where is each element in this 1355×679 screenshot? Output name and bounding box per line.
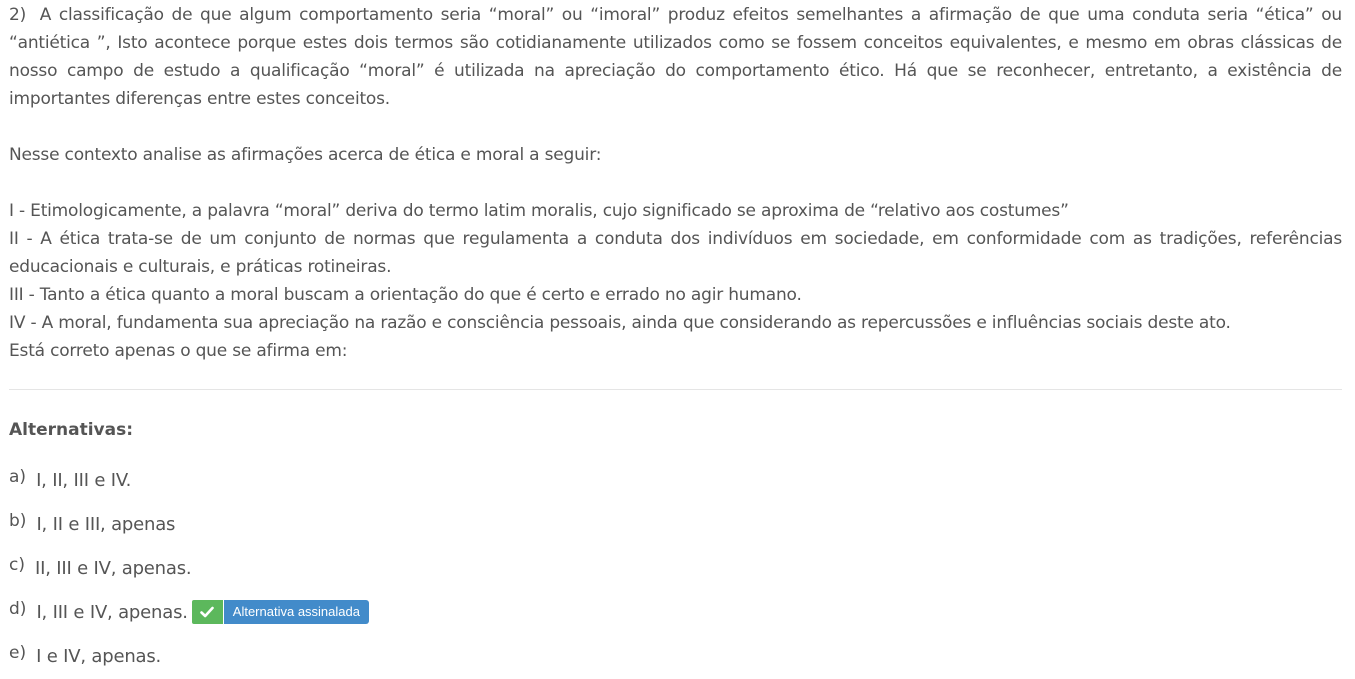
statement-1: I - Etimologicamente, a palavra “moral” deriva do termo latim moralis, cujo significado se aproxima de “relativo aos costumes” — [9, 201, 1069, 221]
selected-badge — [192, 600, 369, 624]
alternative-c[interactable] — [9, 546, 1342, 590]
section-divider — [9, 389, 1342, 390]
alternative-text: I, III e IV, apenas. — [36, 601, 188, 623]
alternative-letter: b) — [9, 511, 27, 531]
question-intro — [9, 1, 1342, 113]
alternative-d[interactable] — [9, 590, 1342, 634]
alternative-text: I, II, III e IV. — [36, 469, 132, 491]
alternative-text: II, III e IV, apenas. — [34, 557, 192, 579]
check-icon — [192, 600, 223, 624]
question-intro-text: A classificação de que algum comportamento seria “moral” ou “imoral” produz efeitos semelhantes a afirmação de que uma conduta seria “ética” ou “antiética ”, Isto acontece porque estes dois termos são cotidianamente utilizados como se fossem conceitos equivalentes, e mesmo em obras clássicas de nosso campo de estudo a qualificação “moral” é utilizada na apreciação do comportamento ético. Há que se reconhecer, entretanto, a existência de importantes diferenças entre estes conceitos. — [9, 5, 1342, 109]
statement-4: IV - A moral, fundamenta sua apreciação na razão e consciência pessoais, ainda que considerando as repercussões e influências sociais deste ato. — [9, 313, 1231, 333]
alternatives-list — [9, 458, 1342, 678]
question-prompt: Está correto apenas o que se afirma em: — [9, 341, 348, 361]
alternative-letter: d) — [9, 599, 27, 619]
statement-2: II - A ética trata-se de um conjunto de normas que regulamenta a conduta dos indivíduos em sociedade, em conformidade com as tradições, referências educacionais e culturais, e práticas rotineiras. — [9, 229, 1342, 277]
alternative-letter: c) — [9, 555, 25, 575]
statement-3: III - Tanto a ética quanto a moral buscam a orientação do que é certo e errado no agir humano. — [9, 285, 802, 305]
question-block — [9, 1, 1342, 365]
alternative-b[interactable] — [9, 502, 1342, 546]
alternative-text: I e IV, apenas. — [36, 645, 162, 667]
question-context: Nesse contexto analise as afirmações acerca de ética e moral a seguir: — [9, 145, 602, 165]
alternative-letter: e) — [9, 643, 27, 663]
alternative-text: I, II e III, apenas — [36, 513, 176, 535]
alternative-e[interactable] — [9, 634, 1342, 678]
spacer — [9, 169, 1342, 197]
selected-badge-label: Alternativa assinalada — [224, 600, 369, 624]
alternatives-title: Alternativas: — [9, 420, 134, 440]
alternative-letter: a) — [9, 467, 27, 487]
alternative-a[interactable] — [9, 458, 1342, 502]
spacer — [9, 113, 1342, 141]
question-number: 2) — [9, 5, 27, 25]
